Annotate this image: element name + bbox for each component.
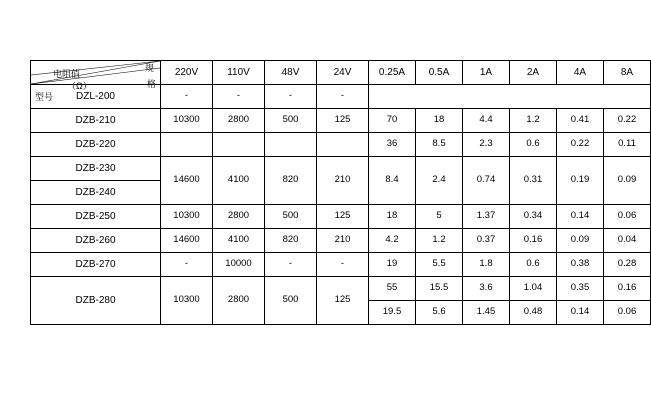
- header-current-05a: 0.5A: [416, 61, 463, 85]
- header-spec-label: 规: [144, 63, 154, 73]
- cell-8a: 0.06: [604, 205, 651, 229]
- cell-220v: 10300: [161, 277, 213, 325]
- cell-8a: 0.22: [604, 109, 651, 133]
- cell-05a: 18: [416, 109, 463, 133]
- cell-48v: 500: [265, 277, 317, 325]
- header-voltage-110v: 110V: [213, 61, 265, 85]
- cell-48v: 820: [265, 229, 317, 253]
- cell-current-empty: [369, 85, 651, 109]
- cell-110v: 2800: [213, 205, 265, 229]
- specification-table: [30, 60, 651, 325]
- cell-4a: 0.41: [557, 109, 604, 133]
- diagonal-lines-icon: [31, 61, 160, 84]
- cell-24v: 210: [317, 157, 369, 205]
- model-label: DZB-220: [31, 133, 161, 157]
- cell-48v: -: [265, 85, 317, 109]
- model-label: DZB-240: [31, 181, 161, 205]
- cell-8a: 0.28: [604, 253, 651, 277]
- cell-1a: 1.37: [463, 205, 510, 229]
- header-current-1a: 1A: [463, 61, 510, 85]
- cell-1a: 4.4: [463, 109, 510, 133]
- table-row: [31, 133, 651, 157]
- cell-8a: 0.16: [604, 277, 651, 301]
- model-label: DZB-230: [31, 157, 161, 181]
- cell-8a: 0.11: [604, 133, 651, 157]
- cell-025a: 4.2: [369, 229, 416, 253]
- cell-025a: 55: [369, 277, 416, 301]
- cell-025a: 19.5: [369, 301, 416, 325]
- cell-110v: 4100: [213, 157, 265, 205]
- header-voltage-24v: 24V: [317, 61, 369, 85]
- cell-05a: 8.5: [416, 133, 463, 157]
- cell-025a: 19: [369, 253, 416, 277]
- cell-1a: 0.74: [463, 157, 510, 205]
- header-ohm-label: （Ω）: [67, 81, 92, 91]
- table-row: [31, 229, 651, 253]
- cell-8a: 0.09: [604, 157, 651, 205]
- table-row: [31, 85, 651, 109]
- cell-1a: 1.45: [463, 301, 510, 325]
- cell-2a: 0.34: [510, 205, 557, 229]
- cell-110v: 2800: [213, 277, 265, 325]
- cell-24v: -: [317, 85, 369, 109]
- cell-220v: 14600: [161, 157, 213, 205]
- cell-025a: 70: [369, 109, 416, 133]
- cell-24v: [317, 133, 369, 157]
- cell-24v: 125: [317, 109, 369, 133]
- model-label: DZB-270: [31, 253, 161, 277]
- spec-table-container: [30, 60, 637, 325]
- cell-8a: 0.04: [604, 229, 651, 253]
- cell-4a: 0.14: [557, 301, 604, 325]
- cell-4a: 0.22: [557, 133, 604, 157]
- cell-220v: 10300: [161, 109, 213, 133]
- table-row: [31, 277, 651, 301]
- cell-2a: 0.16: [510, 229, 557, 253]
- cell-025a: 18: [369, 205, 416, 229]
- cell-4a: 0.38: [557, 253, 604, 277]
- cell-1a: 2.3: [463, 133, 510, 157]
- cell-025a: 36: [369, 133, 416, 157]
- table-row: [31, 109, 651, 133]
- table-row: [31, 157, 651, 181]
- cell-110v: 10000: [213, 253, 265, 277]
- cell-24v: -: [317, 253, 369, 277]
- cell-05a: 15.5: [416, 277, 463, 301]
- cell-4a: 0.14: [557, 205, 604, 229]
- cell-2a: 0.31: [510, 157, 557, 205]
- header-current-4a: 4A: [557, 61, 604, 85]
- cell-025a: 8.4: [369, 157, 416, 205]
- cell-220v: -: [161, 253, 213, 277]
- cell-4a: 0.35: [557, 277, 604, 301]
- cell-8a: 0.06: [604, 301, 651, 325]
- header-current-2a: 2A: [510, 61, 557, 85]
- cell-48v: 500: [265, 109, 317, 133]
- cell-110v: [213, 133, 265, 157]
- header-current-8a: 8A: [604, 61, 651, 85]
- cell-110v: -: [213, 85, 265, 109]
- cell-48v: -: [265, 253, 317, 277]
- cell-220v: -: [161, 85, 213, 109]
- header-spec-label2: 格: [146, 79, 156, 89]
- cell-05a: 5.6: [416, 301, 463, 325]
- model-label: DZB-260: [31, 229, 161, 253]
- cell-1a: 0.37: [463, 229, 510, 253]
- cell-2a: 0.6: [510, 253, 557, 277]
- cell-24v: 125: [317, 205, 369, 229]
- cell-220v: 14600: [161, 229, 213, 253]
- cell-1a: 3.6: [463, 277, 510, 301]
- table-header-row: [31, 61, 651, 85]
- cell-110v: 2800: [213, 109, 265, 133]
- header-current-025a: 0.25A: [369, 61, 416, 85]
- cell-48v: 820: [265, 157, 317, 205]
- cell-220v: [161, 133, 213, 157]
- cell-48v: 500: [265, 205, 317, 229]
- model-label: DZL-200: [31, 85, 161, 109]
- cell-24v: 210: [317, 229, 369, 253]
- table-row: [31, 205, 651, 229]
- header-model-label: 型号: [35, 92, 54, 102]
- cell-4a: 0.19: [557, 157, 604, 205]
- cell-24v: 125: [317, 277, 369, 325]
- cell-2a: 1.04: [510, 277, 557, 301]
- model-label: DZB-280: [31, 277, 161, 325]
- cell-2a: 0.6: [510, 133, 557, 157]
- cell-05a: 5.5: [416, 253, 463, 277]
- header-voltage-48v: 48V: [265, 61, 317, 85]
- cell-110v: 4100: [213, 229, 265, 253]
- cell-2a: 1.2: [510, 109, 557, 133]
- cell-4a: 0.09: [557, 229, 604, 253]
- cell-1a: 1.8: [463, 253, 510, 277]
- cell-2a: 0.48: [510, 301, 557, 325]
- header-resistance-label: 电阻值: [53, 69, 81, 79]
- cell-05a: 5: [416, 205, 463, 229]
- model-label: DZB-210: [31, 109, 161, 133]
- cell-05a: 1.2: [416, 229, 463, 253]
- cell-48v: [265, 133, 317, 157]
- table-row: [31, 253, 651, 277]
- cell-05a: 2.4: [416, 157, 463, 205]
- model-label: DZB-250: [31, 205, 161, 229]
- header-voltage-220v: 220V: [161, 61, 213, 85]
- cell-220v: 10300: [161, 205, 213, 229]
